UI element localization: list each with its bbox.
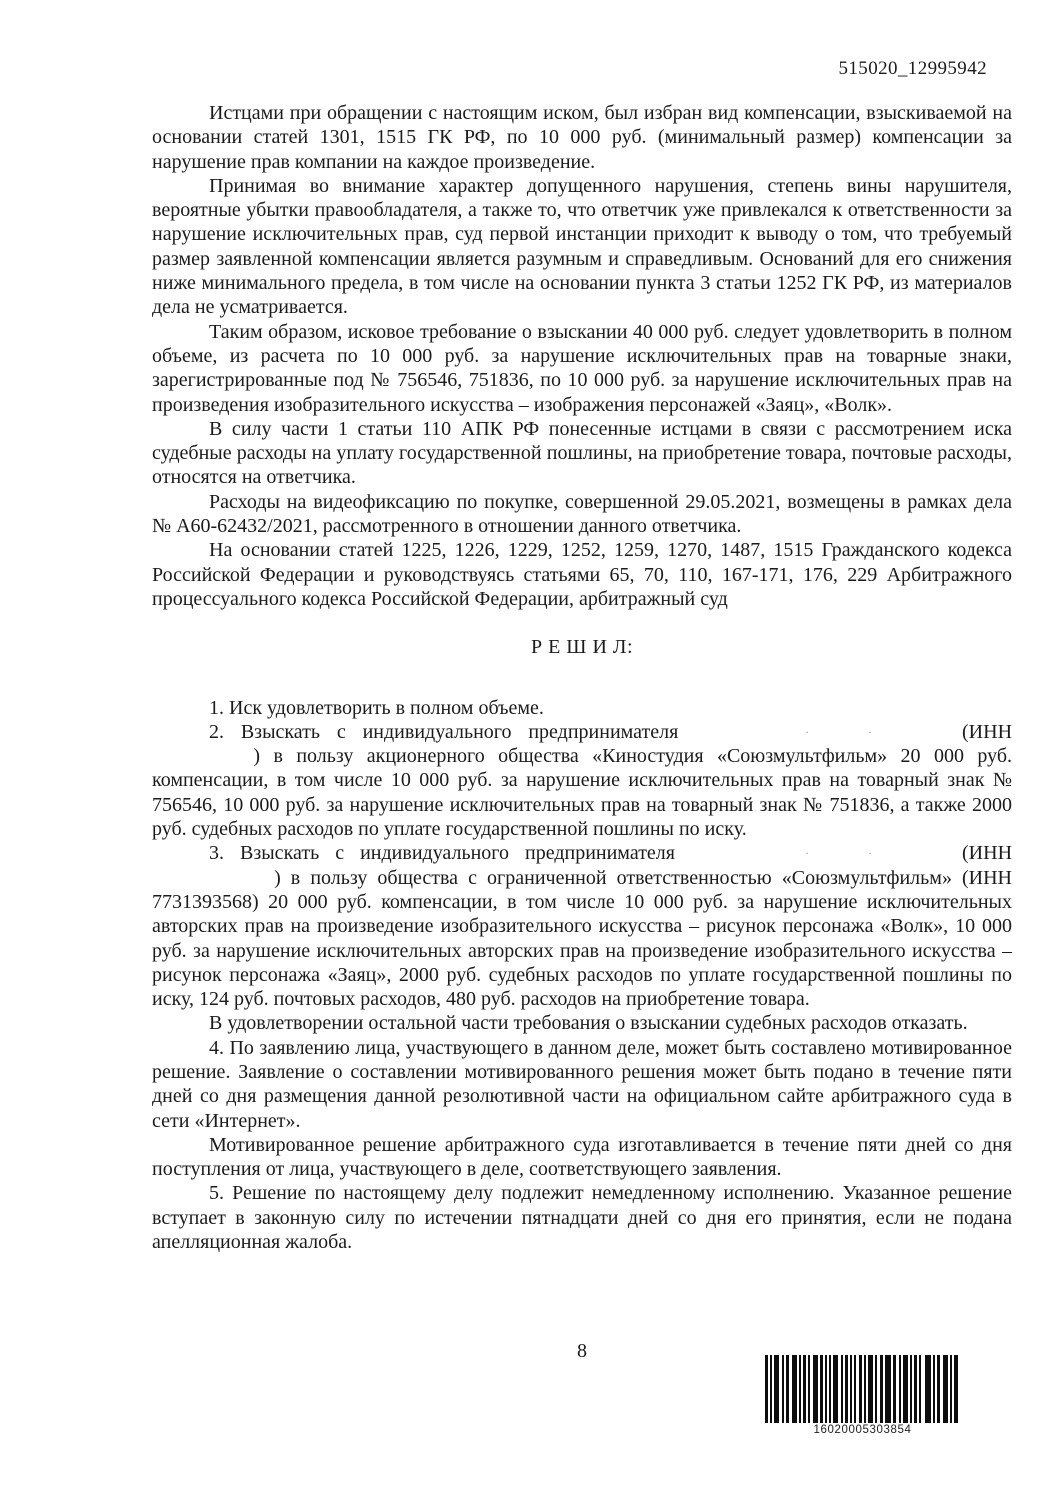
paragraph: Истцами при обращении с настоящим иском, был избран вид компенсации, взыскиваемой на основании статей 1301, 1515 ГК РФ, по 10 000 руб. (минимальный размер) компенсации за нарушение прав компании на каждое произведение. bbox=[152, 102, 1012, 173]
barcode-image bbox=[765, 1355, 960, 1423]
barcode-number: 16020005303854 bbox=[813, 1424, 912, 1436]
paragraph: 3. Взыскать с индивидуального предпринимателя · · (ИНН ) в пользу общества с ограниченной ответственностью «Союзмультфильм» (ИНН 7731393568) 20 000 руб. компенсации, в том числе 10 000 руб. за нарушение исключительных авторских прав на произведение изобразительного искусства – рисунок персонажа «Волк», 10 000 руб. за нарушение исключительных авторских прав на произведение изобразительного искусства – рисунок персонажа «Заяц», 2000 руб. судебных расходов по уплате государственной пошлины по иску, 124 руб. почтовых расходов, 480 руб. расходов на приобретение товара. bbox=[152, 842, 1013, 1011]
paragraph: Таким образом, исковое требование о взыскании 40 000 руб. следует удовлетворить в полном объеме, из расчета по 10 000 руб. за нарушение исключительных прав на товарные знаки, зарегистрированные под № 756546, 751836, по 10 000 руб. за нарушение исключительных прав на произведения изобразительного искусства – изображения персонажей «Заяц», «Волк». bbox=[152, 320, 1012, 416]
paragraph: 1. Иск удовлетворить в полном объеме. bbox=[209, 696, 544, 719]
redaction-gap bbox=[152, 882, 264, 884]
redaction-gap bbox=[695, 724, 945, 739]
paragraph: 2. Взыскать с индивидуального предпринимателя · · (ИНН ) в пользу акционерного общества «Киностудия «Союзмультфильм» 20 000 руб. компенсации, в том числе 10 000 руб. за нарушение исключительных прав на товарный знак № 756546, 10 000 руб. за нарушение исключительных прав на товарный знак № 751836, а также 2000 руб. судебных расходов по уплате государственной пошлины по иску. bbox=[152, 720, 1013, 841]
paragraph: 5. Решение по настоящему делу подлежит немедленному исполнению. Указанное решение вступает в законную силу по истечении пятнадцати дней со дня его принятия, если не подана апелляционная жалоба. bbox=[152, 1182, 1012, 1254]
paragraph: Мотивированное решение арбитражного суда изготавливается в течение пяти дней со дня поступления от лица, участвующего в деле, соответствующего заявления. bbox=[152, 1133, 1012, 1181]
page-number: 8 bbox=[577, 1340, 587, 1362]
resolution-heading: Р Е Ш И Л: bbox=[530, 636, 634, 659]
paragraph: 4. По заявлению лица, участвующего в данном деле, может быть составлено мотивированное решение. Заявление о составлении мотивированного решения может быть подано в течение пяти дней со дня размещения данной резолютивной части на официальном сайте арбитражного суда в сети «Интернет». bbox=[152, 1036, 1012, 1132]
paragraph: В удовлетворении остальной части требования о взыскании судебных расходов отказать. bbox=[209, 1012, 968, 1035]
paragraph: На основании статей 1225, 1226, 1229, 1252, 1259, 1270, 1487, 1515 Гражданского кодекса Российской Федерации и руководствуясь статьями 65, 70, 110, 167-171, 176, 229 Арбитражного процессуального кодекса Российской Федерации, арбитражный суд bbox=[152, 539, 1012, 610]
barcode bbox=[765, 1355, 960, 1436]
paragraph: Расходы на видеофиксацию по покупке, совершенной 29.05.2021, возмещены в рамках дела № А60-62432/2021, рассмотренного в отношении данного ответчика. bbox=[152, 490, 1012, 538]
redaction-gap bbox=[691, 846, 946, 861]
paragraph: Принимая во внимание характер допущенного нарушения, степень вины нарушителя, вероятные убытки правообладателя, а также то, что ответчик уже привлекался к ответственности за нарушение исключительных прав, суд первой инстанции приходит к выводу о том, что требуемый размер заявленной компенсации является разумным и справедливым. Оснований для его снижения ниже минимального предела, в том числе на основании пункта 3 статьи 1252 ГК РФ, из материалов дела не усматривается. bbox=[152, 174, 1012, 319]
document-header-code: 515020_12995942 bbox=[838, 58, 987, 79]
redaction-residue-marks: · · bbox=[805, 724, 901, 739]
paragraph: В силу части 1 статьи 110 АПК РФ понесенные истцами в связи с рассмотрением иска судебные расходы на уплату государственной пошлины, на приобретение товара, почтовые расходы, относятся на ответчика. bbox=[152, 417, 1012, 489]
document-body bbox=[152, 101, 1012, 1254]
redaction-gap bbox=[152, 760, 240, 762]
redaction-residue-marks: · · bbox=[805, 846, 901, 861]
